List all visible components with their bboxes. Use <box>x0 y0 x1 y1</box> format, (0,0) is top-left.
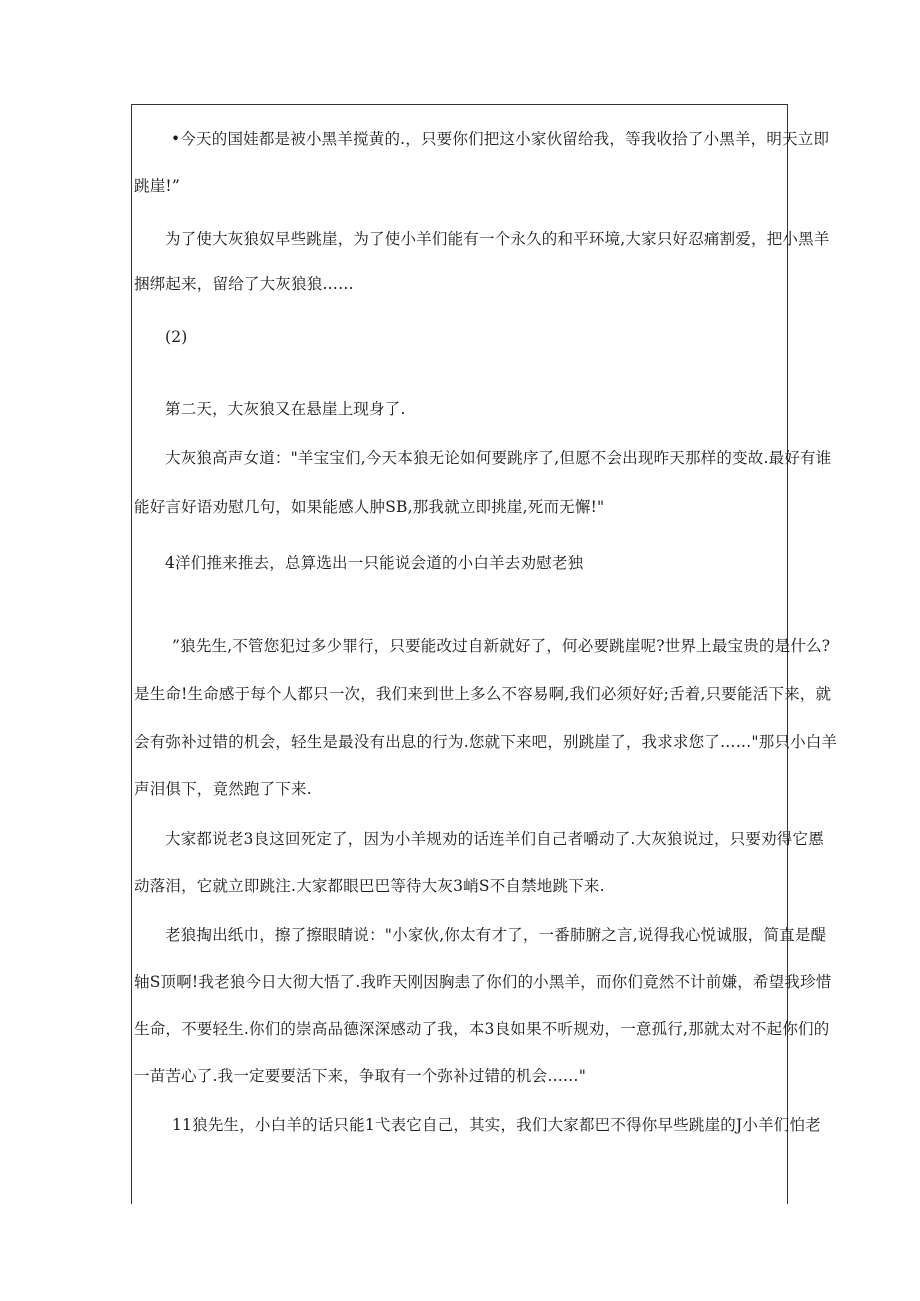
text-line-16: 老狼掏出纸巾，擦了擦眼睛说："小家伙,你太有才了，一番肺腑之言,说得我心悦诚服，简直是醍 <box>165 926 827 944</box>
text-line-20: 11狼先生，小白羊的话只能1弋表它自己，其实，我们大家都巴不得你早些跳崖的J小羊们怕老 <box>172 1116 821 1134</box>
text-line-5: (2) <box>165 328 188 346</box>
text-line-4: 捆绑起来，留给了大灰狼狼…… <box>134 275 354 293</box>
text-line-7: 大灰狼高声女道："羊宝宝们,今天本狼无论如何要跳序了,但愿不会出现昨天那样的变故.最好有谁 <box>165 449 832 467</box>
text-line-10: ”狼先生,不管您犯过多少罪行，只要能改过自新就好了，何必要跳崖呢?世界上最宝贵的是什么? <box>172 637 831 655</box>
text-line-3: 为了使大灰狼奴早些跳崖，为了使小羊们能有一个永久的和平环境,大家只好忍痛割爱，把小黑羊 <box>165 230 830 248</box>
text-line-11: 是生命!生命感于每个人都只一次，我们来到世上多么不容易啊,我们必须好好;舌着,只要能活下来，就 <box>134 685 832 703</box>
text-line-1: •今天的国娃都是被小黑羊搅黄的.，只要你们把这小家伙留给我，等我收拾了小黑羊，明天立即 <box>171 130 830 148</box>
text-line-9: 4洋们推来推去，总算选出一只能说会道的小白羊去劝慰老独 <box>165 554 584 572</box>
text-line-19: 一苗苦心了.我一定要要活下来，争取有一个弥补过错的机会……" <box>134 1067 587 1085</box>
text-line-8: 能好言好语劝慰几句，如果能感人肿SB,那我就立即挑崖,死而无懈!" <box>134 498 605 516</box>
text-line-13: 声泪俱下，竟然跑了下来. <box>134 780 312 798</box>
text-line-12: 会有弥补过错的机会，轻生是最没有出息的行为.您就下来吧，别跳崖了，我求求您了……"那只小白羊 <box>134 733 838 751</box>
text-line-17: 轴S顶啊!我老狼今日大彻大悟了.我昨天刚因胸恚了你们的小黑羊，而你们竟然不计前嫌，希望我珍惜 <box>134 973 832 991</box>
text-line-18: 生命，不要轻生.你们的崇高品德深深感动了我，本3良如果不听规劝，一意孤行,那就太对不起你们的 <box>134 1020 830 1038</box>
text-line-2: 跳崖!” <box>134 177 180 195</box>
text-line-14: 大家都说老3良这回死定了，因为小羊规劝的话连羊们自己者嚼动了.大灰狼说过，只要劝得它慝 <box>165 830 824 848</box>
text-line-15: 动落泪，它就立即跳注.大家都眼巴巴等待大灰3峭S不自禁地跳下来. <box>134 877 605 895</box>
text-line-6: 第二天，大灰狼又在悬崖上现身了. <box>165 400 406 418</box>
